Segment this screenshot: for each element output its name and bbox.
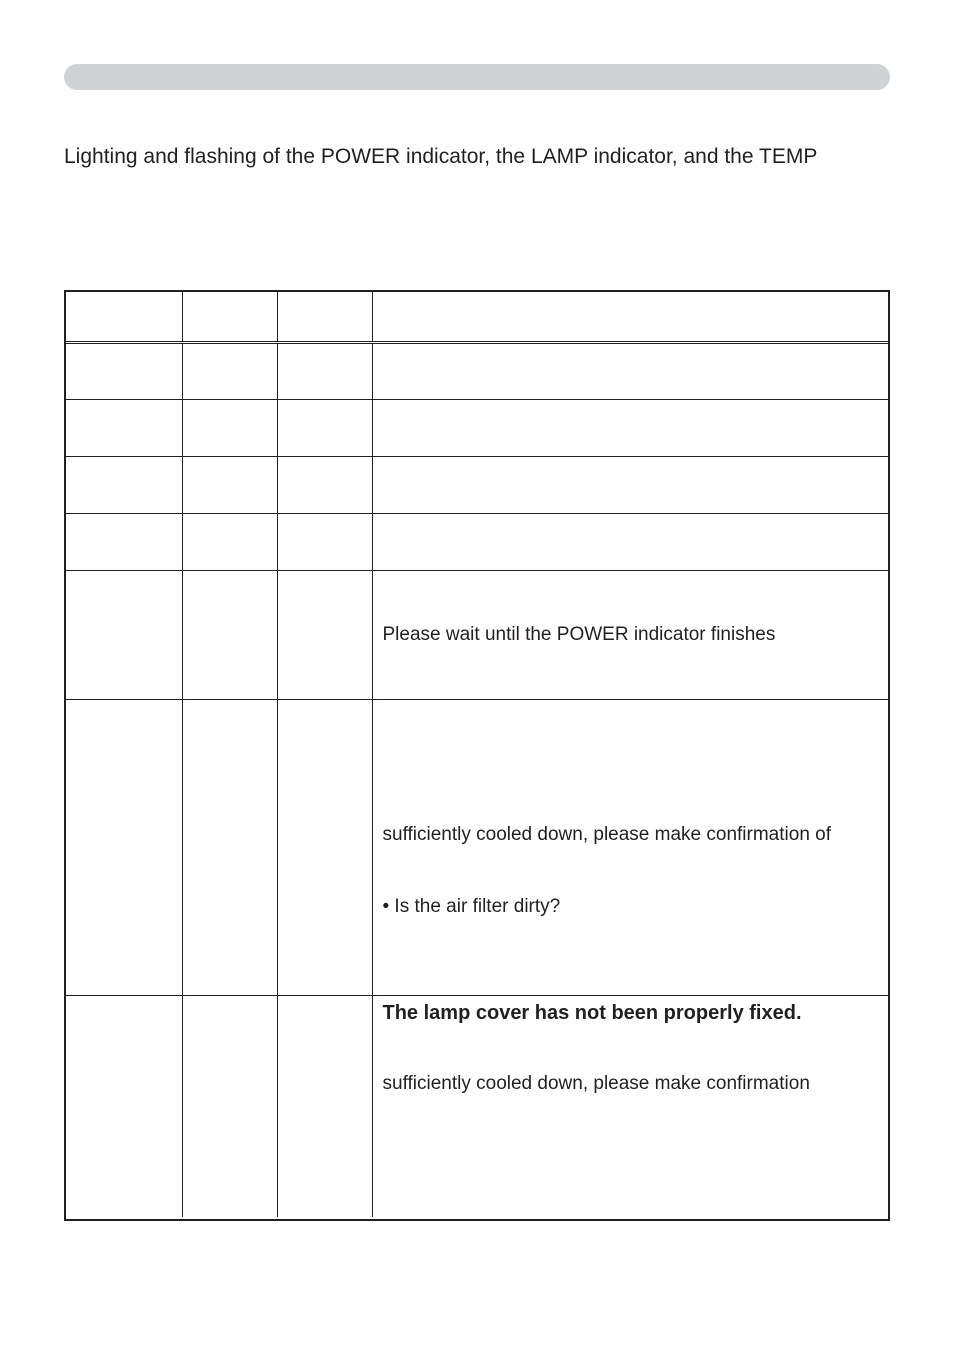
description-cell <box>372 570 888 699</box>
table-row <box>66 399 888 456</box>
header-cell-lamp <box>182 292 277 342</box>
description-text: sufficiently cooled down, please make confirmation <box>382 1072 810 1094</box>
header-cell-power <box>66 292 182 342</box>
description-cell <box>372 995 888 1217</box>
header-cell-temp <box>277 292 372 342</box>
description-heading: The lamp cover has not been properly fixed. <box>382 1001 802 1024</box>
table-header-row <box>66 292 888 342</box>
table-row <box>66 456 888 513</box>
table-row <box>66 995 888 1217</box>
table-row <box>66 513 888 570</box>
description-bullet: • Is the air filter dirty? <box>382 895 561 917</box>
description-text: sufficiently cooled down, please make confirmation of <box>382 823 832 845</box>
table-row <box>66 570 888 699</box>
indicator-table <box>64 290 890 1221</box>
table-row <box>66 699 888 995</box>
table-row <box>66 342 888 399</box>
intro-text: Lighting and flashing of the POWER indicator, the LAMP indicator, and the TEMP <box>64 145 818 168</box>
header-cell-description <box>372 292 888 342</box>
description-text: Please wait until the POWER indicator finishes <box>382 623 776 645</box>
section-header-bar <box>64 64 890 90</box>
description-cell <box>372 699 888 995</box>
